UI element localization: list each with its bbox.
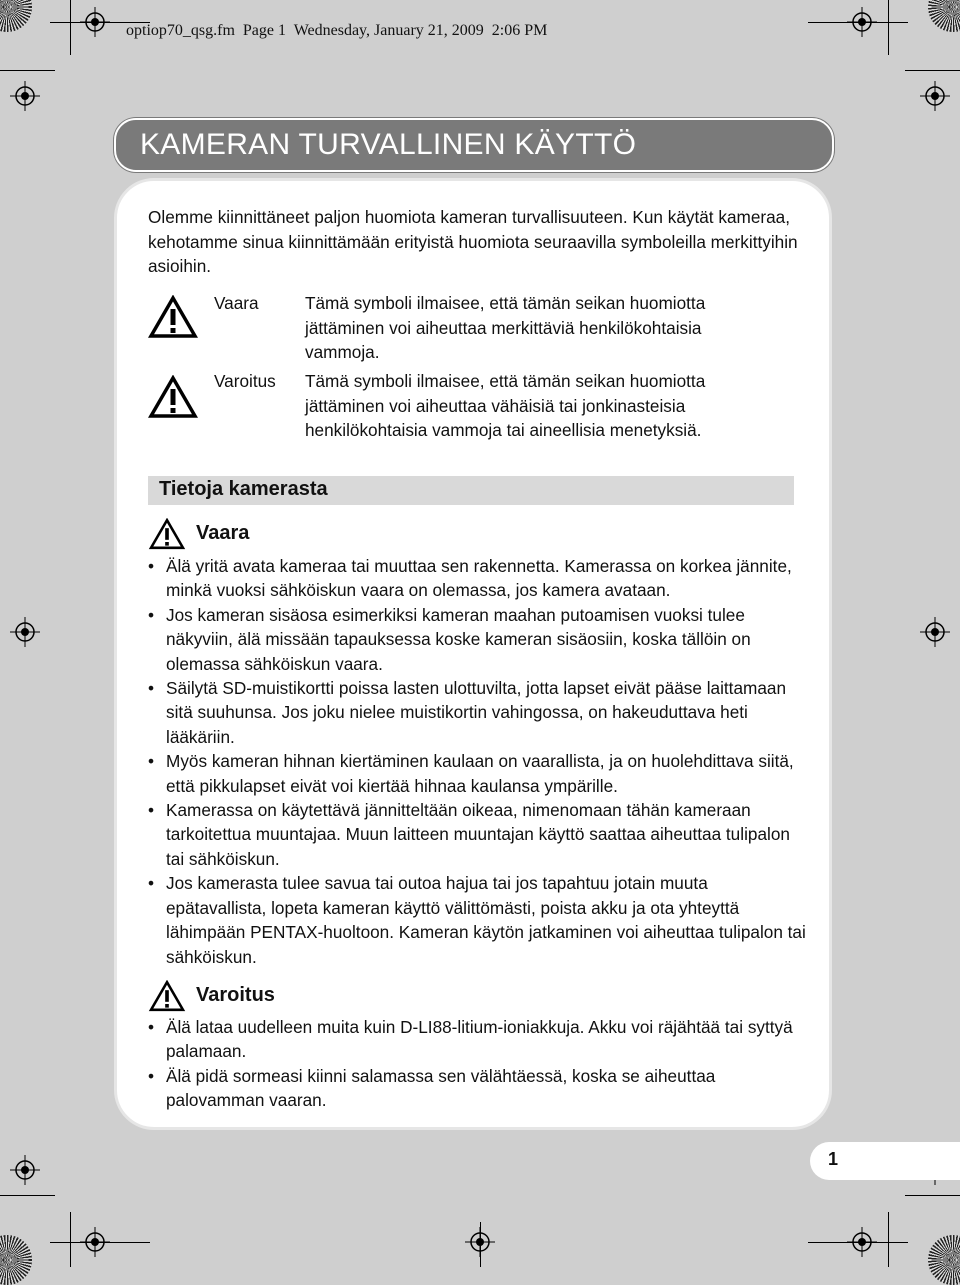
intro-text: Olemme kiinnittäneet paljon huomiota kameran turvallisuuteen. Kun käytät kameraa, kehotamme sinua kiinnittämään erityistä huomiota seuraavilla symboleilla merkittyihin asioihin.: [148, 207, 798, 276]
starburst-mark-icon: [0, 0, 32, 32]
page-title: KAMERAN TURVALLINEN KÄYTTÖ: [140, 128, 637, 161]
list-item: • Jos kameran sisäosa esimerkiksi kameran maahan putoamisen vuoksi tulee näkyviin, älä missään tapauksessa koske kameran sisäosiin, koska tällöin on olemassa sähköiskun vaara.: [148, 603, 808, 676]
danger-heading: [148, 518, 548, 550]
caution-list: [148, 1015, 808, 1113]
list-item: • Älä pidä sormeasi kiinni salamassa sen välähtäessä, koska se aiheuttaa palovamman vaaran.: [148, 1064, 808, 1113]
registration-mark-icon: [10, 617, 40, 647]
crop-mark: [888, 0, 889, 55]
crop-mark: [70, 0, 71, 55]
registration-mark-icon: [847, 7, 877, 37]
registration-mark-icon: [80, 7, 110, 37]
registration-mark-icon: [465, 1227, 495, 1257]
danger-title: Vaara: [196, 522, 250, 544]
page-number: 1: [828, 1149, 839, 1169]
crop-mark: [905, 1195, 960, 1196]
registration-mark-icon: [80, 1227, 110, 1257]
caution-heading: [148, 980, 548, 1012]
registration-mark-icon: [10, 81, 40, 111]
starburst-mark-icon: [928, 0, 960, 32]
registration-mark-icon: [920, 617, 950, 647]
title-bar: [114, 118, 834, 172]
danger-list: [148, 554, 808, 969]
list-item: • Säilytä SD-muistikortti poissa lasten ulottuvilta, jotta lapset eivät pääse laittamaan sitä suuhunsa. Jos joku nielee muistikortin vahingossa, on hakeuduttava heti lääkäriin.: [148, 676, 808, 749]
page-number-tab: [810, 1142, 960, 1180]
registration-mark-icon: [10, 1155, 40, 1185]
symbol-label: Vaara: [214, 293, 259, 313]
list-item: • Älä lataa uudelleen muita kuin D-LI88-litium-ioniakkuja. Akku voi räjähtää tai syttyä palamaan.: [148, 1015, 808, 1064]
crop-mark: [0, 1195, 55, 1196]
crop-mark: [70, 1212, 71, 1267]
symbol-description: Tämä symboli ilmaisee, että tämän seikan huomiotta jättäminen voi aiheuttaa merkittäviä henkilökohtaisia vammoja.: [305, 293, 706, 362]
symbol-description: Tämä symboli ilmaisee, että tämän seikan huomiotta jättäminen voi aiheuttaa vähäisiä tai jonkinasteisia henkilökohtaisia vammoja tai aineellisia menetyksiä.: [305, 371, 706, 440]
symbol-label: Varoitus: [214, 371, 276, 391]
section-title: Tietoja kamerasta: [159, 478, 328, 500]
crop-mark: [905, 70, 960, 71]
warning-triangle-icon: [148, 295, 198, 339]
section-heading: [148, 476, 794, 505]
caution-title: Varoitus: [196, 984, 275, 1006]
list-item: • Kamerassa on käytettävä jännitteltään oikeaa, nimenomaan tähän kameraan tarkoitettua muuntajaa. Muun laitteen muuntajan käyttö saattaa aiheuttaa tulipalon tai sähköiskun.: [148, 798, 808, 871]
warning-triangle-icon: [148, 518, 186, 550]
registration-mark-icon: [847, 1227, 877, 1257]
registration-mark-icon: [920, 81, 950, 111]
crop-mark: [888, 1212, 889, 1267]
list-item: • Myös kameran hihnan kiertäminen kaulaan on vaarallista, ja on huolehdittava siitä, että pikkulapset eivät voi kiertää hihnaa kaulansa ympärille.: [148, 749, 808, 798]
starburst-mark-icon: [0, 1235, 32, 1285]
warning-triangle-icon: [148, 375, 198, 419]
list-item: • Jos kamerasta tulee savua tai outoa hajua tai jos tapahtuu jotain muuta epätavallista, lopeta kameran käyttö välittömästi, poista akku ja ota yhteyttä lähimpään PENTAX-huoltoon. Kameran käytön jatkaminen voi aiheuttaa tulipalon tai sähköiskun.: [148, 871, 808, 969]
warning-triangle-icon: [148, 980, 186, 1012]
crop-mark: [0, 70, 55, 71]
list-item: • Älä yritä avata kameraa tai muuttaa sen rakennetta. Kamerassa on korkea jännite, minkä vuoksi sähköiskun vaara on olemassa, jos kamera avataan.: [148, 554, 808, 603]
starburst-mark-icon: [928, 1235, 960, 1285]
print-header: optiop70_qsg.fm Page 1 Wednesday, January 21, 2009 2:06 PM: [126, 22, 548, 39]
